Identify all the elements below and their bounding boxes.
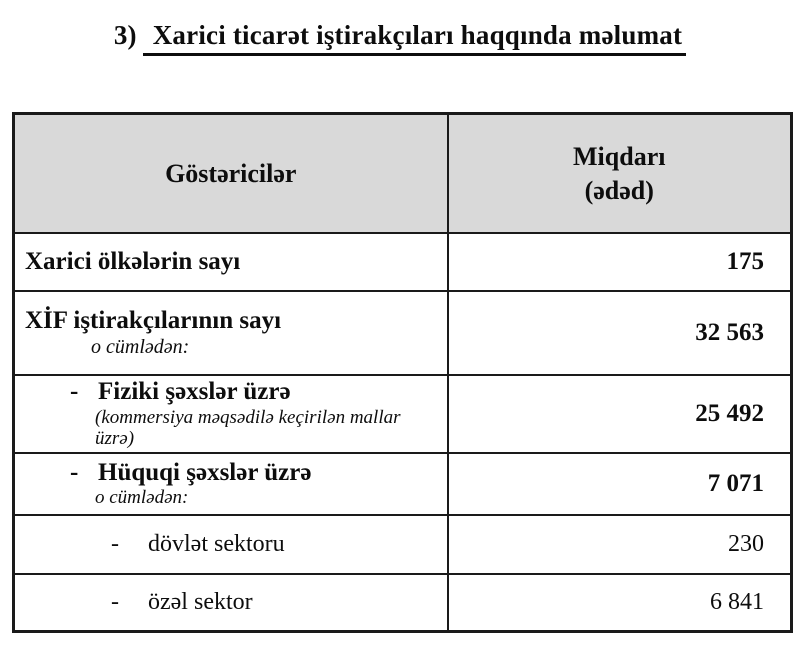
table-row	[14, 375, 792, 453]
table-row	[14, 453, 792, 515]
row-label-cell	[14, 453, 448, 515]
row-value: 32 563	[448, 291, 792, 375]
table-row	[14, 233, 792, 291]
title-number: 3)	[113, 20, 137, 50]
row-value: 25 492	[448, 375, 792, 453]
row-sublabel: (kommersiya məqsədilə keçirilən mallar üzrə)	[95, 406, 401, 450]
row-label-cell	[14, 515, 448, 574]
row-value: 175	[448, 233, 792, 291]
title-text: Xarici ticarət iştirakçıları haqqında məlumat	[143, 20, 686, 56]
list-dash: -	[70, 377, 79, 405]
table-header-row	[14, 114, 792, 234]
row-label: özəl sektor	[148, 588, 253, 615]
row-value: 230	[448, 515, 792, 574]
row-value: 6 841	[448, 574, 792, 632]
list-dash: -	[70, 458, 79, 486]
row-sublabel: o cümlədən:	[91, 335, 190, 358]
table-row	[14, 574, 792, 632]
list-dash: -	[111, 530, 119, 557]
page-title	[0, 20, 800, 51]
column-header-quantity-line2: (ədəd)	[584, 175, 654, 205]
row-label: Fiziki şəxslər üzrə	[98, 377, 291, 405]
foreign-trade-participants-table	[12, 112, 793, 633]
row-value: 7 071	[448, 453, 792, 515]
row-label: Hüquqi şəxslər üzrə	[98, 458, 312, 486]
row-label-cell	[14, 574, 448, 632]
row-sublabel: o cümlədən:	[95, 487, 189, 509]
list-dash: -	[111, 588, 119, 615]
row-label: dövlət sektoru	[148, 530, 285, 557]
column-header-quantity	[448, 114, 792, 234]
table-row	[14, 515, 792, 574]
row-label: Xarici ölkələrin sayı	[25, 247, 241, 275]
row-label: XİF iştirakçılarının sayı	[25, 307, 282, 335]
table-row	[14, 291, 792, 375]
row-label-cell	[14, 233, 448, 291]
row-label-cell	[14, 291, 448, 375]
column-header-indicators: Göstəricilər	[14, 114, 448, 234]
row-label-cell	[14, 375, 448, 453]
column-header-quantity-line1: Miqdarı	[573, 141, 666, 171]
